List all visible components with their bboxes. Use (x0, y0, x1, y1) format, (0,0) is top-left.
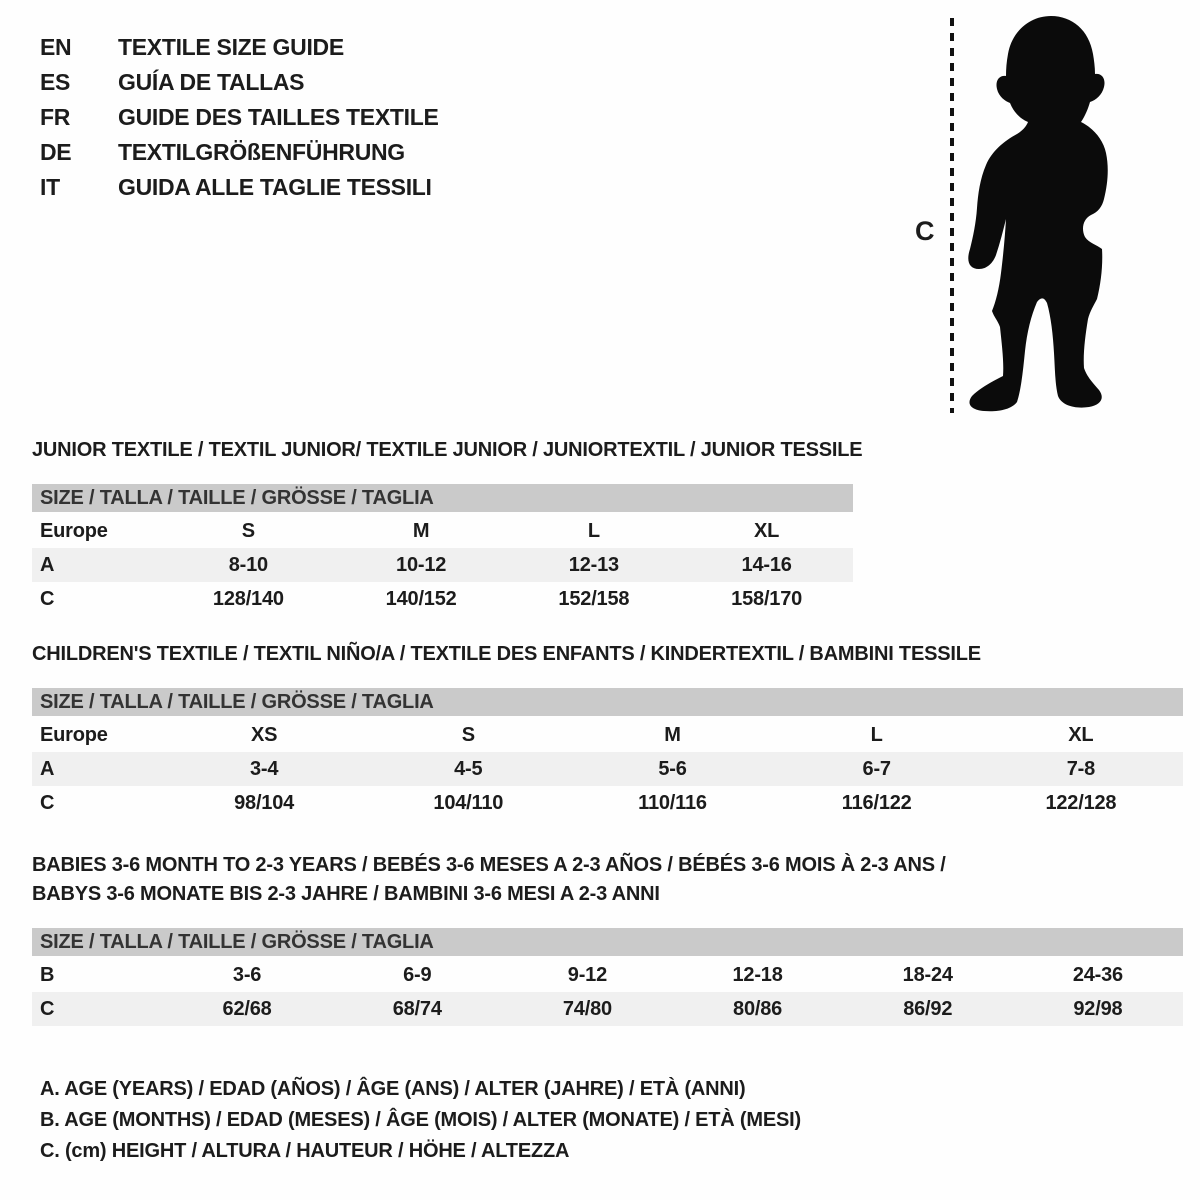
table-cell: XS (250, 724, 278, 746)
language-code: DE (40, 139, 72, 165)
legend-line: A. AGE (YEARS) / EDAD (AÑOS) / ÂGE (ANS) / ALTER (JAHRE) / ETÀ (ANNI) (40, 1078, 746, 1100)
table-cell: XL (754, 520, 780, 542)
table-cell: 110/116 (638, 792, 707, 814)
table-cell: 6-9 (403, 964, 432, 986)
table-cell: S (461, 724, 475, 746)
language-title: GUIDE DES TAILLES TEXTILE (118, 104, 439, 130)
table-cell: 80/86 (733, 998, 783, 1020)
size-section-babies (32, 851, 1183, 1026)
table-cell: 5-6 (658, 758, 687, 780)
row-label: C (40, 588, 55, 610)
section-heading: CHILDREN'S TEXTILE / TEXTIL NIÑO/A / TEXTILE DES ENFANTS / KINDERTEXTIL / BAMBINI TESSILE (32, 643, 981, 665)
size-table (32, 928, 1183, 1026)
table-cell: 92/98 (1073, 998, 1123, 1020)
table-cell: S (241, 520, 255, 542)
table-cell: 86/92 (903, 998, 953, 1020)
figure-area (915, 10, 1165, 425)
table-cell: 68/74 (392, 998, 442, 1020)
table-size-header: SIZE / TALLA / TAILLE / GRÖSSE / TAGLIA (32, 688, 1183, 716)
table-cell: 3-4 (249, 758, 279, 780)
language-row (40, 135, 439, 170)
table-cell: 10-12 (396, 554, 447, 576)
table-cell: 98/104 (234, 792, 295, 814)
language-list (40, 30, 439, 205)
table-size-header: SIZE / TALLA / TAILLE / GRÖSSE / TAGLIA (32, 928, 1183, 956)
height-measure-label: C (915, 216, 935, 246)
table-size-header: SIZE / TALLA / TAILLE / GRÖSSE / TAGLIA (32, 484, 853, 512)
table-cell: 7-8 (1066, 758, 1096, 780)
table-cell: 9-12 (567, 964, 608, 986)
section-heading: BABYS 3-6 MONATE BIS 2-3 JAHRE / BAMBINI 3-6 MESI A 2-3 ANNI (32, 883, 660, 905)
table-cell: 104/110 (433, 792, 504, 814)
table-cell: 4-5 (454, 758, 483, 780)
language-row (40, 30, 439, 65)
row-label: C (40, 998, 55, 1020)
table-cell: 24-36 (1072, 964, 1123, 986)
table-cell: 18-24 (902, 964, 953, 986)
table-cell: 128/140 (212, 588, 284, 610)
size-table (32, 688, 1183, 820)
language-row (40, 65, 439, 100)
table-row (32, 548, 853, 582)
table-row (32, 582, 853, 616)
language-code: ES (40, 69, 71, 95)
language-title: GUIDA ALLE TAGLIE TESSILI (118, 174, 432, 200)
language-code: IT (40, 174, 60, 200)
section-heading: JUNIOR TEXTILE / TEXTIL JUNIOR/ TEXTILE JUNIOR / JUNIORTEXTIL / JUNIOR TESSILE (32, 439, 863, 461)
table-cell: 122/128 (1045, 792, 1117, 814)
table-cell: 140/152 (385, 588, 457, 610)
table-cell: L (870, 724, 883, 746)
size-section-children (32, 640, 1183, 820)
table-cell: 6-7 (862, 758, 891, 780)
language-title: GUÍA DE TALLAS (118, 69, 305, 95)
language-row (40, 170, 439, 205)
table-cell: 74/80 (562, 998, 612, 1020)
table-row (32, 786, 1183, 820)
legend-line: C. (cm) HEIGHT / ALTURA / HAUTEUR / HÖHE / ALTEZZA (40, 1140, 570, 1162)
row-label: B (40, 964, 55, 986)
toddler-silhouette-shape (968, 16, 1107, 411)
table-cell: L (587, 520, 600, 542)
language-code: EN (40, 34, 72, 60)
table-cell: 3-6 (232, 964, 262, 986)
table-cell: 14-16 (741, 554, 792, 576)
table-cell: M (664, 724, 681, 746)
table-cell: 12-13 (568, 554, 619, 576)
table-cell: 62/68 (222, 998, 272, 1020)
row-label: A (40, 554, 55, 576)
size-section-junior (32, 436, 863, 616)
language-title: TEXTILGRÖßENFÜHRUNG (118, 139, 405, 165)
table-row (32, 992, 1183, 1026)
language-title: TEXTILE SIZE GUIDE (118, 34, 344, 60)
legend (40, 1074, 801, 1167)
language-code: FR (40, 104, 71, 130)
table-row (32, 514, 853, 548)
table-cell: 12-18 (732, 964, 783, 986)
toddler-silhouette (935, 10, 1165, 425)
table-row (32, 718, 1183, 752)
table-cell: M (412, 520, 430, 542)
table-cell: 158/170 (731, 588, 803, 610)
table-row (32, 752, 1183, 786)
row-label: C (40, 792, 55, 814)
row-label: Europe (40, 520, 108, 542)
legend-line: B. AGE (MONTHS) / EDAD (MESES) / ÂGE (MOIS) / ALTER (MONATE) / ETÀ (MESI) (40, 1109, 801, 1131)
section-heading: BABIES 3-6 MONTH TO 2-3 YEARS / BEBÉS 3-6 MESES A 2-3 AÑOS / BÉBÉS 3-6 MOIS À 2-3 ANS / (32, 854, 946, 876)
size-table (32, 484, 853, 616)
table-row (32, 958, 1183, 992)
table-cell: 116/122 (841, 792, 912, 814)
row-label: A (40, 758, 55, 780)
table-cell: 152/158 (558, 588, 630, 610)
language-row (40, 100, 439, 135)
table-cell: 8-10 (228, 554, 268, 576)
table-cell: XL (1068, 724, 1094, 746)
row-label: Europe (40, 724, 108, 746)
